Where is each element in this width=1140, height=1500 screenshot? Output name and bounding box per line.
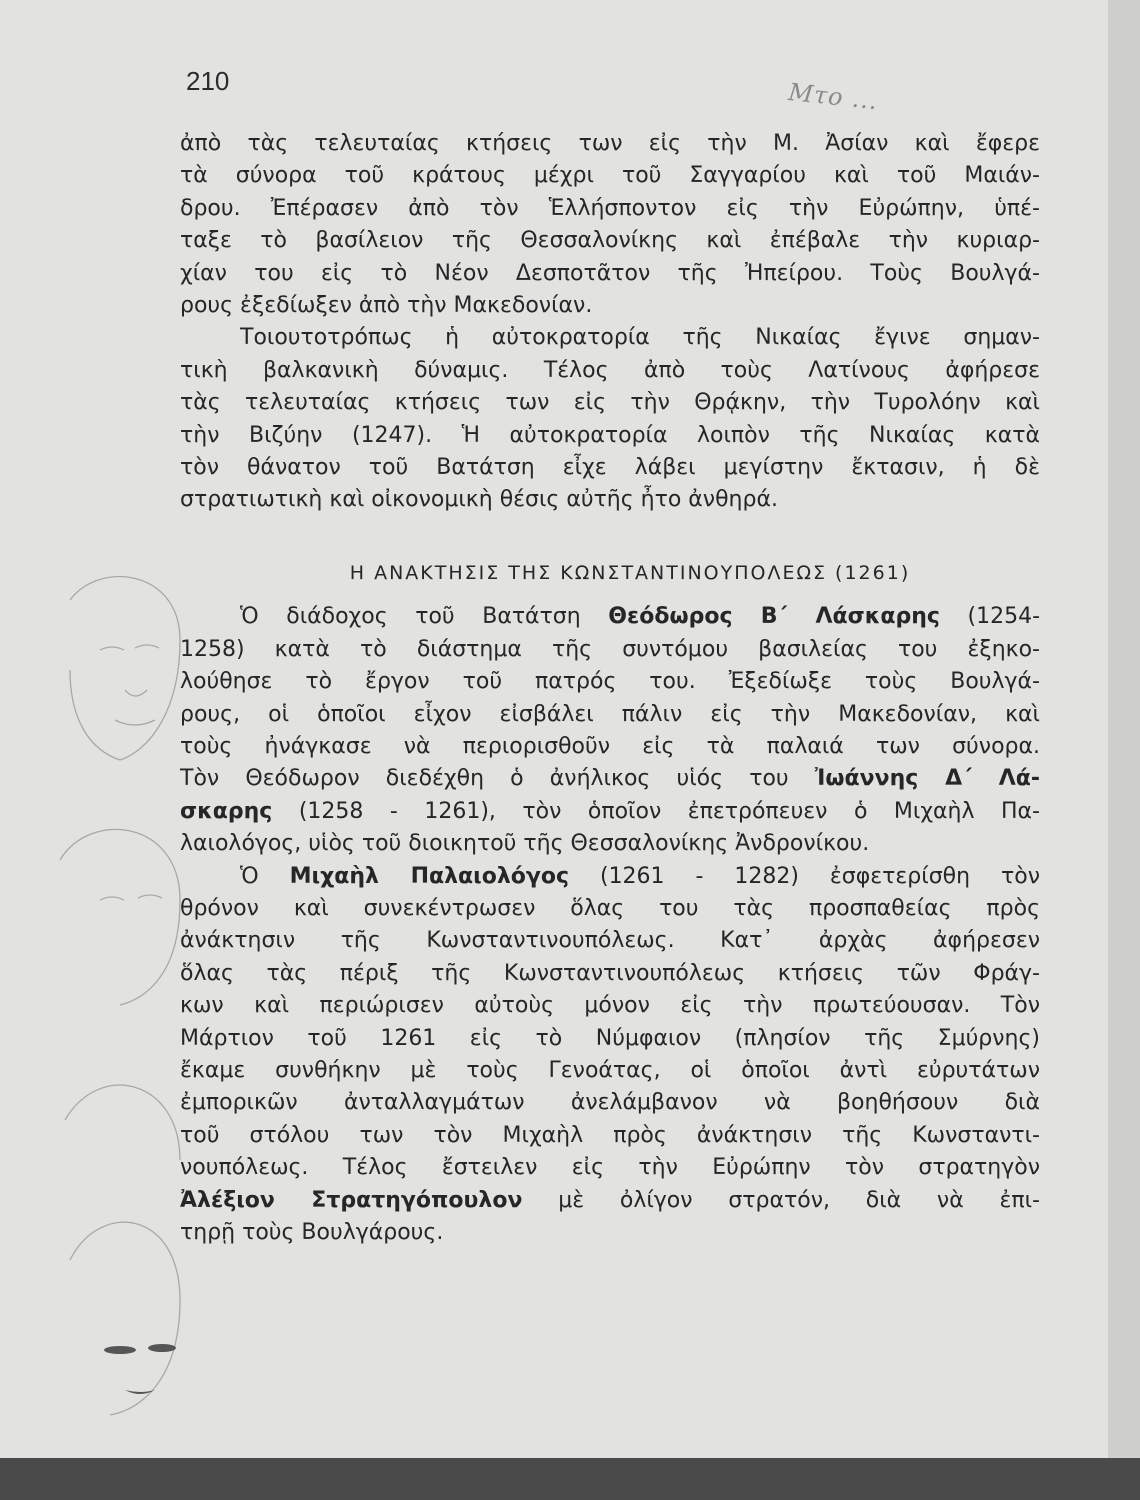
text-line: ἐμπορικῶν ἀνταλλαγμάτων ἀνελάμβανον νὰ βοηθήσουν διὰ [180,1090,1040,1116]
text-line: θρόνον καὶ συνεκέντρωσεν ὅλας του τὰς προσπαθείας πρὸς [180,895,1040,921]
pencil-sketch-faces [30,560,190,1440]
text-line [180,861,1040,893]
text-line: κων καὶ περιώρισεν αὐτοὺς μόνον εἰς τὴν πρωτεύουσαν. Τὸν [180,993,1040,1019]
page-edge [1108,0,1140,1458]
bold-name: σκαρης [180,798,273,824]
text-line: χίαν του εἰς τὸ Νέον Δεσποτᾶτον τῆς Ἠπείρου. Τοὺς Βουλγά- [180,260,1040,286]
text-run: (1261 - 1282) ἐσφετερίσθη τὸν [569,863,1040,889]
text-line: στρατιωτικὴ καὶ οἰκονομικὴ θέσις αὐτῆς ἦτο ἀνθηρά. [180,487,778,513]
bold-name: Ἀλέξιον Στρατηγόπουλον [180,1187,523,1213]
text-line: τικὴ βαλκανικὴ δύναμις. Τέλος ἀπὸ τοὺς Λατίνους ἀφήρεσε [180,357,1040,383]
text-line: τοῦ στόλου των τὸν Μιχαὴλ πρὸς ἀνάκτησιν τῆς Κωνσταντι- [180,1122,1040,1148]
bold-name: Θεόδωρος Β΄ Λάσκαρης [608,604,940,630]
text-line [180,601,1040,633]
text-line: λούθησε τὸ ἔργον τοῦ πατρός του. Ἐξεδίωξε τοὺς Βουλγά- [180,669,1040,695]
text-run: Τὸν Θεόδωρον διεδέχθη ὁ ἀνήλικος υἱός του [180,766,815,792]
body-text [180,128,1040,1249]
text-line: Τοιουτοτρόπως ἡ αὐτοκρατορία τῆς Νικαίας ἔγινε σημαν- [240,325,1040,351]
text-line [180,763,1040,795]
text-line [180,1185,1040,1217]
text-line: τὴν Βιζύην (1247). Ἡ αὐτοκρατορία λοιπὸν τῆς Νικαίας κατὰ [180,422,1040,448]
text-line: ταξε τὸ βασίλειον τῆς Θεσσαλονίκης καὶ ἐπέβαλε τὴν κυριαρ- [180,228,1040,254]
text-line: ὅλας τὰς πέριξ τῆς Κωνσταντινουπόλεως κτήσεις τῶν Φράγ- [180,960,1040,986]
text-run: μὲ ὀλίγον στρατόν, διὰ νὰ ἐπι- [522,1187,1040,1213]
text-line: δρου. Ἐπέρασεν ἀπὸ τὸν Ἑλλήσποντον εἰς τὴν Εὐρώπην, ὑπέ- [180,195,1040,221]
text-run: Ὁ [240,863,290,889]
text-line: ἀπὸ τὰς τελευταίας κτήσεις των εἰς τὴν Μ. Ἀσίαν καὶ ἔφερε [180,131,1040,156]
text-line: ρους, οἱ ὁποῖοι εἶχον εἰσβάλει πάλιν εἰς τὴν Μακεδονίαν, καὶ [180,701,1040,727]
bold-name: Μιχαὴλ Παλαιολόγος [289,863,570,889]
text-line: τὰ σύνορα τοῦ κράτους μέχρι τοῦ Σαγγαρίου καὶ τοῦ Μαιάν- [180,163,1040,189]
text-run: (1258 - 1261), τὸν ὁποῖον ἐπετρόπευεν ὁ Μιχαὴλ Πα- [272,798,1040,824]
text-line: ἀνάκτησιν τῆς Κωνσταντινουπόλεως. Κατ᾽ ἀρχὰς ἀφήρεσεν [180,928,1040,954]
scan-border [0,1458,1140,1500]
text-line: ρους ἐξεδίωξεν ἀπὸ τὴν Μακεδονίαν. [180,293,593,319]
text-run: (1254- [939,604,1041,630]
text-line: τηρῇ τοὺς Βουλγάρους. [180,1220,444,1245]
text-line: Μάρτιον τοῦ 1261 εἰς τὸ Νύμφαιον (πλησίον τῆς Σμύρνης) [180,1025,1040,1051]
handwritten-annotation: Μτο ... [787,78,880,116]
text-line: τοὺς ἠνάγκασε νὰ περιορισθοῦν εἰς τὰ παλαιά των σύνορα. [180,733,1040,759]
text-line: ἔκαμε συνθήκην μὲ τοὺς Γενοάτας, οἱ ὁποῖοι ἀντὶ εὐρυτάτων [180,1057,1040,1083]
text-run: Ὁ διάδοχος τοῦ Βατάτση [240,604,609,630]
bold-name: Ἰωάννης Δ΄ Λά- [814,766,1040,792]
text-line: νουπόλεως. Τέλος ἔστειλεν εἰς τὴν Εὐρώπην τὸν στρατηγὸν [180,1155,1040,1181]
text-line: τὸν θάνατον τοῦ Βατάτση εἶχε λάβει μεγίστην ἔκτασιν, ἡ δὲ [180,455,1040,481]
text-line [180,796,1040,828]
text-line: τὰς τελευταίας κτήσεις των εἰς τὴν Θρᾴκην, τὴν Τυρολόην καὶ [180,390,1040,416]
text-line: 1258) κατὰ τὸ διάστημα τῆς συντόμου βασιλείας του ἐξηκο- [180,636,1040,662]
page-number: 210 [186,66,230,96]
section-heading: Η ΑΝΑΚΤΗΣΙΣ ΤΗΣ ΚΩΝΣΤΑΝΤΙΝΟΥΠΟΛΕΩΣ (1261) [349,561,911,584]
text-line: λαιολόγος, υἱὸς τοῦ διοικητοῦ τῆς Θεσσαλονίκης Ἀνδρονίκου. [180,831,870,857]
